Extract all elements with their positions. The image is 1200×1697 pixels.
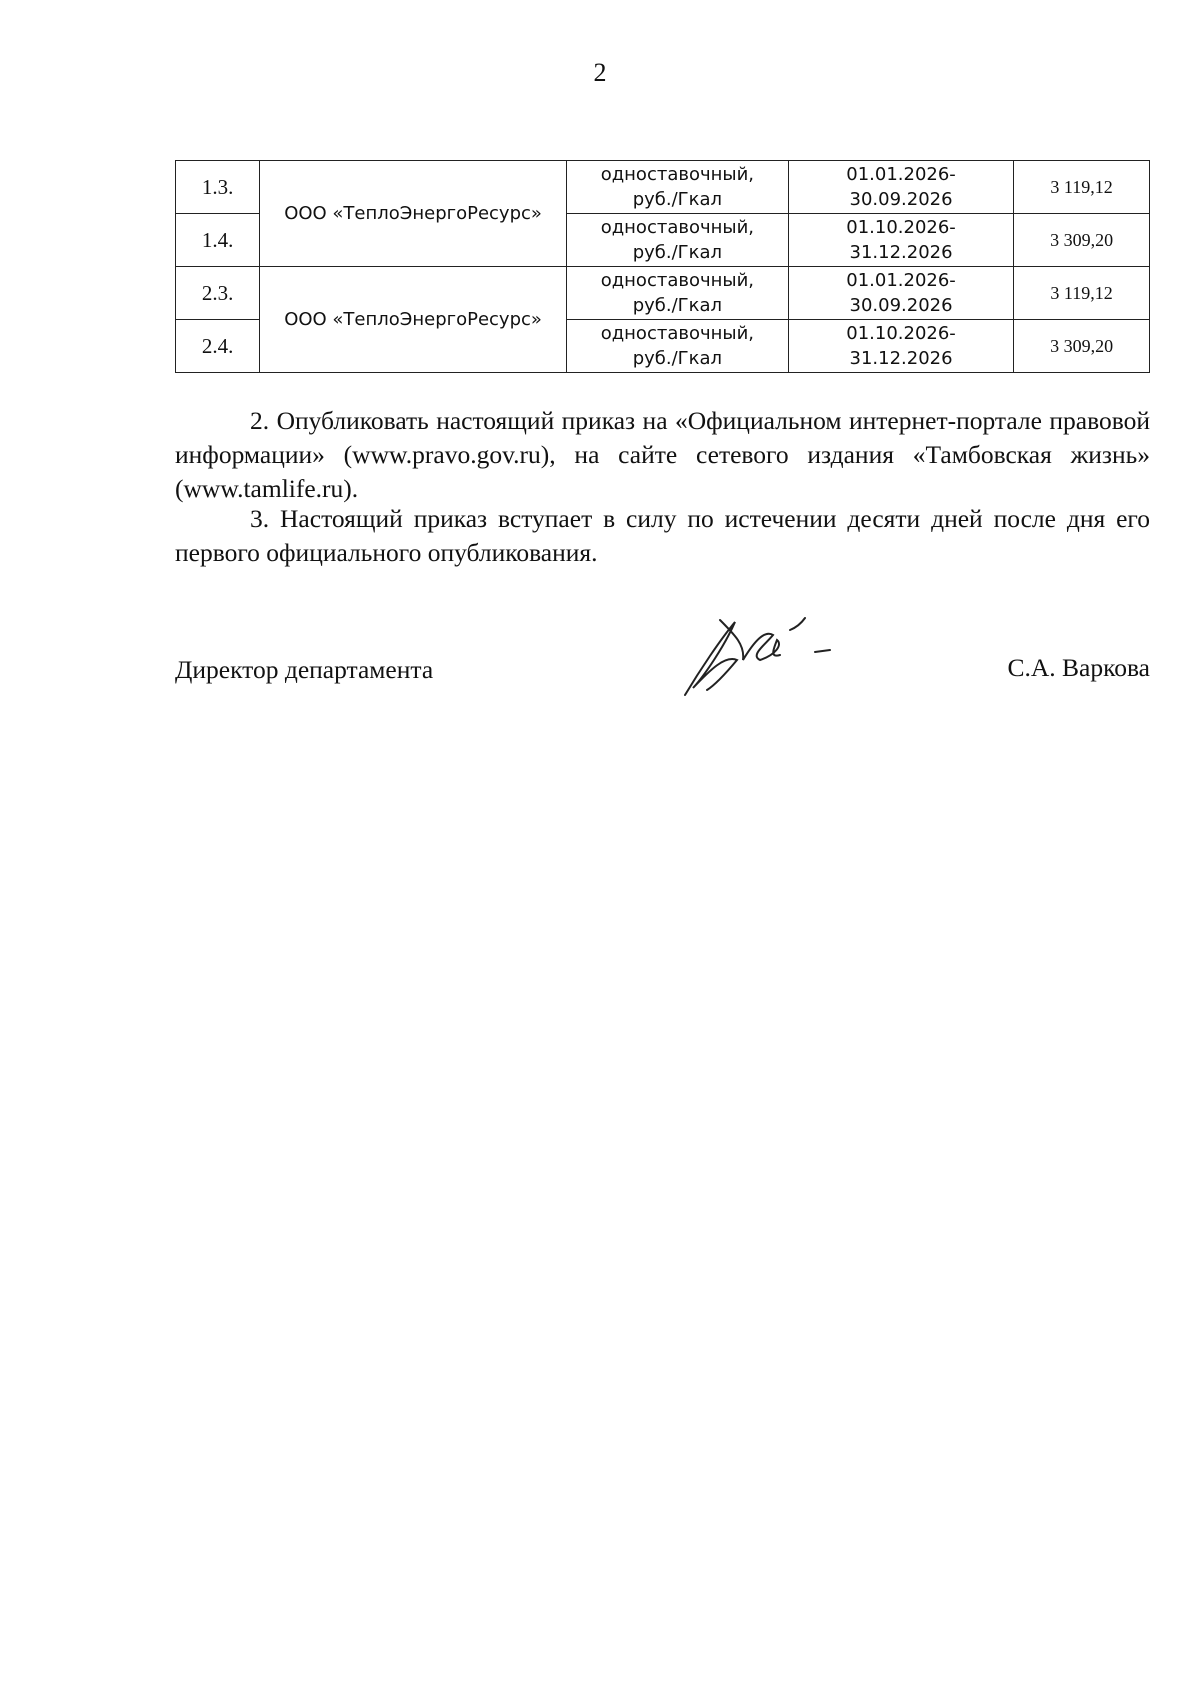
- period-end: 31.12.2026: [849, 242, 953, 263]
- handwritten-signature: [665, 600, 855, 710]
- period-cell: [788, 267, 1013, 320]
- tariff-value: 3 309,20: [1014, 214, 1150, 267]
- tariff-type-line: одноставочный,: [600, 270, 755, 291]
- period-end: 30.09.2026: [849, 189, 953, 210]
- period-start: 01.01.2026-: [846, 164, 956, 185]
- table-row: [176, 267, 1150, 320]
- period-start: 01.10.2026-: [846, 217, 956, 238]
- signatory-position: Директор департамента: [175, 655, 434, 684]
- tariff-type-line: одноставочный,: [600, 164, 755, 185]
- tariff-unit-line: руб./Гкал: [632, 189, 723, 210]
- period-start: 01.10.2026-: [846, 323, 956, 344]
- tariff-unit-line: руб./Гкал: [632, 242, 723, 263]
- period-cell: [788, 161, 1013, 214]
- tariff-value: 3 119,12: [1014, 161, 1150, 214]
- page-number: 2: [593, 58, 607, 87]
- table-row: [176, 161, 1150, 214]
- organization-cell: ООО «ТеплоЭнергоРесурс»: [260, 161, 567, 267]
- period-cell: [788, 320, 1013, 373]
- period-end: 31.12.2026: [849, 348, 953, 369]
- tariff-value: 3 309,20: [1014, 320, 1150, 373]
- tariff-type-line: одноставочный,: [600, 323, 755, 344]
- signatory-name: С.А. Варкова: [1007, 653, 1150, 682]
- tariff-value: 3 119,12: [1014, 267, 1150, 320]
- tariff-unit-line: руб./Гкал: [632, 348, 723, 369]
- paragraph-publication: 2. Опубликовать настоящий приказ на «Официальном интернет-портале правовой информации» (www.pravo.gov.ru), на сайте сетевого издания «Тамбовская жизнь» (www.tamlife.ru).: [175, 406, 1150, 503]
- tariff-table: [175, 160, 1150, 373]
- organization-cell: ООО «ТеплоЭнергоРесурс»: [260, 267, 567, 373]
- period-start: 01.01.2026-: [846, 270, 956, 291]
- tariff-unit-line: руб./Гкал: [632, 295, 723, 316]
- row-number: 2.3.: [176, 267, 260, 320]
- tariff-type-cell: [566, 267, 788, 320]
- paragraph-effective-date: 3. Настоящий приказ вступает в силу по истечении десяти дней после дня его первого официального опубликования.: [175, 504, 1150, 567]
- tariff-type-cell: [566, 214, 788, 267]
- row-number: 1.4.: [176, 214, 260, 267]
- row-number: 2.4.: [176, 320, 260, 373]
- period-cell: [788, 214, 1013, 267]
- tariff-type-line: одноставочный,: [600, 217, 755, 238]
- tariff-type-cell: [566, 320, 788, 373]
- signature-stroke: [685, 618, 830, 695]
- period-end: 30.09.2026: [849, 295, 953, 316]
- tariff-type-cell: [566, 161, 788, 214]
- row-number: 1.3.: [176, 161, 260, 214]
